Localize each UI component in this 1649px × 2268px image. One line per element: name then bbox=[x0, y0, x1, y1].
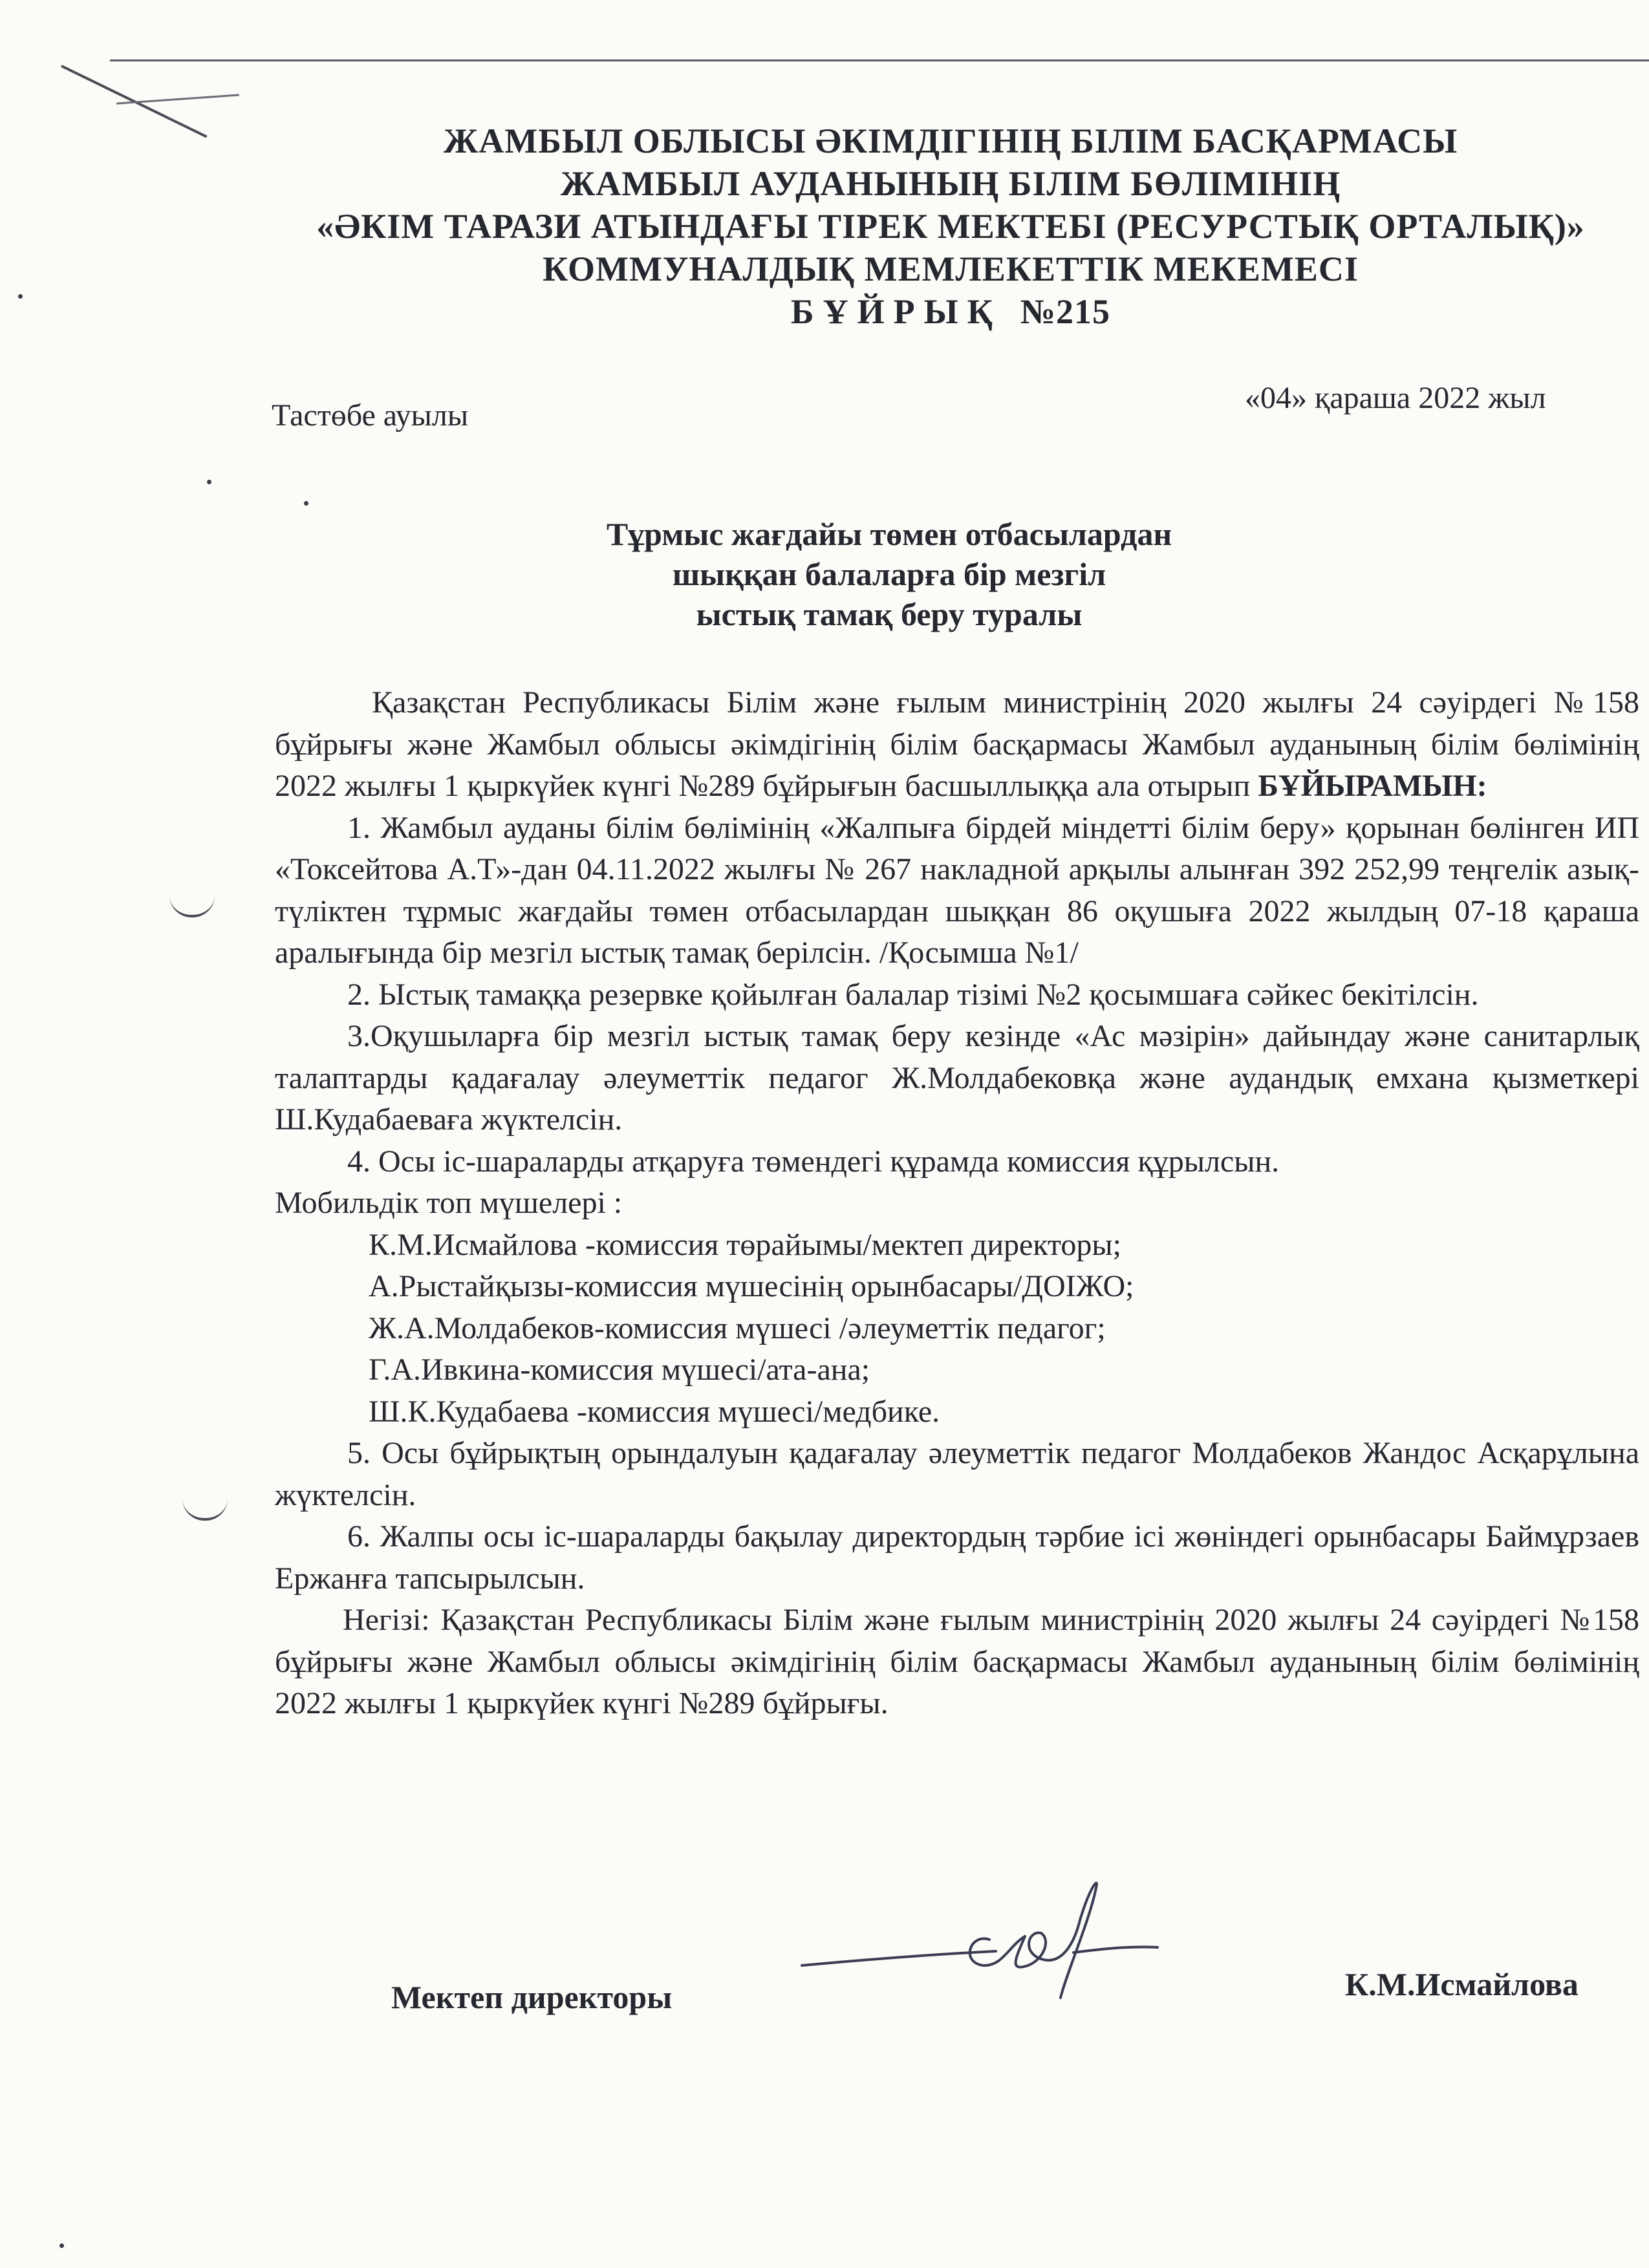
top-rule bbox=[110, 59, 1649, 61]
order-item-6: 6. Жалпы осы іс-шараларды бақылау директордың тәрбие ісі жөніндегі орынбасары Баймұрзаев Ержанға тапсырылсын. bbox=[275, 1519, 1639, 1596]
subject-line: Тұрмыс жағдайы төмен отбасылардан bbox=[606, 516, 1172, 552]
order-number: №215 bbox=[1020, 292, 1111, 331]
header-line: ЖАМБЫЛ АУДАНЫНЫҢ БІЛІМ БӨЛІМІНІҢ bbox=[560, 164, 1341, 203]
header-line: КОММУНАЛДЫҚ МЕМЛЕКЕТТІК МЕКЕМЕСІ bbox=[543, 250, 1359, 288]
member-item: К.М.Исмайлова -комиссия төрайымы/мектеп директоры; bbox=[369, 1227, 1121, 1262]
order-item-3: 3.Оқушыларға бір мезгіл ыстық тамақ беру кезінде «Ас мәзірін» дайындау және санитарлық талаптарды қадағалау әлеуметтік педагог Ж.Молдабековқа және аудандық емхана қызметкері Ш.Кудабаеваға жүктелсін. bbox=[275, 1019, 1639, 1137]
order-item-5: 5. Осы бұйрықтың орындалуын қадағалау әлеуметтік педагог Молдабеков Жандос Асқарұлына жүктелсін. bbox=[275, 1436, 1639, 1512]
header-line: «ӘКІМ ТАРАЗИ АТЫНДАҒЫ ТІРЕК МЕКТЕБІ (РЕСУРСТЫҚ ОРТАЛЫҚ)» bbox=[316, 207, 1585, 246]
date: «04» қараша 2022 жыл bbox=[1245, 381, 1546, 415]
signatory-name: К.М.Исмайлова bbox=[1345, 1966, 1579, 2002]
scan-dot bbox=[207, 480, 211, 484]
subject-title bbox=[388, 514, 1390, 634]
header-line: ЖАМБЫЛ ОБЛЫСЫ ӘКІМДІГІНІҢ БІЛІМ БАСҚАРМАСЫ bbox=[443, 122, 1458, 160]
order-word: БҰЙРЫҚ bbox=[790, 292, 1002, 331]
punch-hole-mark bbox=[169, 895, 215, 917]
member-item: Ж.А.Молдабеков-комиссия мүшесі /әлеуметтік педагог; bbox=[369, 1311, 1106, 1345]
order-item-4: 4. Осы іс-шараларды атқаруға төмендегі құрамда комиссия құрылсын. bbox=[347, 1144, 1280, 1179]
member-item: А.Рыстайқызы-комиссия мүшесінің орынбасары/ДОІЖО; bbox=[369, 1269, 1134, 1303]
mobile-group-label: Мобильдік топ мүшелері : bbox=[275, 1186, 623, 1220]
member-item: Г.А.Ивкина-комиссия мүшесі/ата-ана; bbox=[369, 1353, 870, 1387]
order-item-2: 2. Ыстық тамаққа резервке қойылған балалар тізімі №2 қосымшаға сәйкес бекітілсін. bbox=[347, 977, 1479, 1012]
order-keyword: БҰЙЫРАМЫН: bbox=[1258, 769, 1487, 803]
handwritten-signature bbox=[795, 1868, 1196, 2017]
scan-dot bbox=[18, 294, 23, 299]
scan-dot bbox=[304, 501, 308, 506]
preamble: Қазақстан Республикасы Білім және ғылым министрінің 2020 жылғы 24 сәуірдегі №158 бұйрығы және Жамбыл облысы әкімдігінің білім басқармасы Жамбыл ауданының білім бөлімінің 2022 жылғы 1 қыркүйек күнгі №289 бұйрығын басшыллыққа ала отырып bbox=[275, 685, 1639, 803]
document-header bbox=[246, 120, 1649, 333]
basis-paragraph: Негізі: Қазақстан Республикасы Білім және ғылым министрінің 2020 жылғы 24 сәуірдегі №158 бұйрығы және Жамбыл облысы әкімдігінің білім басқармасы Жамбыл ауданының білім бөлімінің 2022 жылғы 1 қыркүйек күнгі №289 бұйрығы. bbox=[275, 1603, 1639, 1720]
order-title bbox=[246, 290, 1649, 333]
subject-line: ыстық тамақ беру туралы bbox=[696, 596, 1083, 632]
document-body bbox=[275, 682, 1639, 1725]
scan-mark bbox=[116, 94, 239, 104]
order-item-1: 1. Жамбыл ауданы білім бөлімінің «Жалпыға бірдей міндетті білім беру» қорынан бөлінген ИП «Токсейтова А.Т»-дан 04.11.2022 жылғы № 267 накладной арқылы алынған 392 252,99 теңгелік азық-түліктен тұрмыс жағдайы төмен отбасылардан шыққан 86 оқушыға 2022 жылдың 07-18 қараша аралығында бір мезгіл ыстық тамақ берілсін. /Қосымша №1/ bbox=[275, 810, 1639, 970]
member-item: Ш.К.Кудабаева -комиссия мүшесі/медбике. bbox=[369, 1394, 940, 1429]
preamble-paragraph bbox=[275, 682, 1639, 808]
subject-line: шыққан балаларға бір мезгіл bbox=[672, 556, 1106, 592]
signatory-title: Мектеп директоры bbox=[391, 1979, 673, 2015]
place: Тастөбе ауылы bbox=[272, 398, 469, 433]
scan-dot bbox=[59, 2243, 64, 2248]
punch-hole-mark bbox=[182, 1499, 228, 1521]
